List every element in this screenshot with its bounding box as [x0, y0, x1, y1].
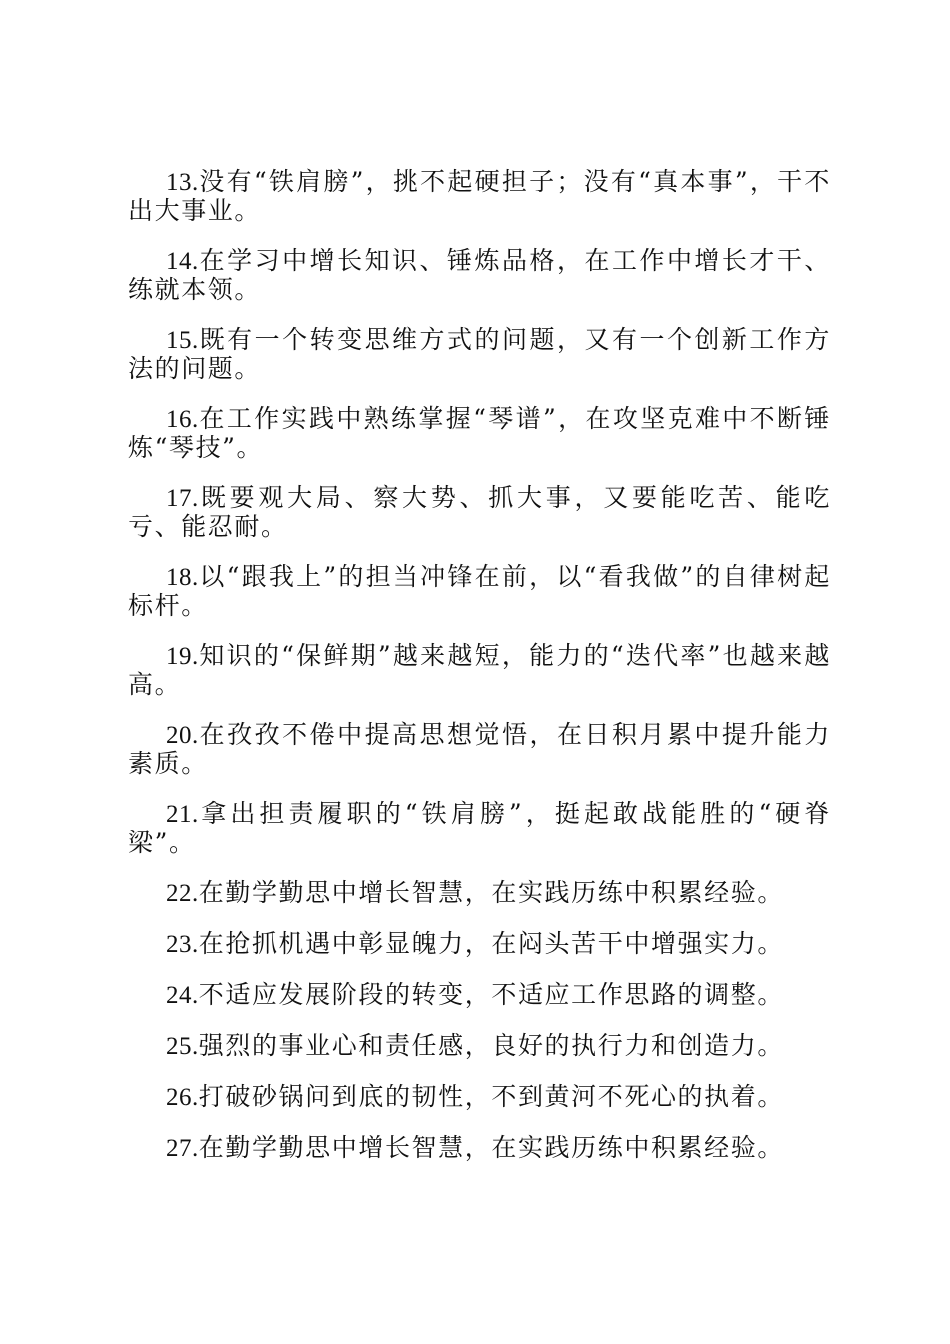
list-item [128, 642, 831, 699]
item-number: 20. [166, 722, 199, 749]
list-item [128, 563, 831, 620]
item-number: 22. [166, 880, 199, 907]
item-text: 没有“铁肩膀”，挑不起硬担子；没有“真本事”，干不出大事业。 [128, 167, 831, 225]
list-item [128, 721, 831, 778]
item-number: 23. [166, 931, 199, 958]
item-number: 18. [166, 564, 199, 591]
list-item [128, 1032, 831, 1061]
item-text: 在孜孜不倦中提高思想觉悟，在日积月累中提升能力素质。 [128, 720, 831, 778]
list-item [128, 879, 831, 908]
list-item [128, 800, 831, 857]
item-text: 在工作实践中熟练掌握“琴谱”，在攻坚克难中不断锤炼“琴技”。 [128, 404, 831, 462]
list-item [128, 1134, 831, 1163]
item-text: 在学习中增长知识、锤炼品格，在工作中增长才干、练就本领。 [128, 246, 831, 304]
list-item [128, 981, 831, 1010]
item-text: 在勤学勤思中增长智慧，在实践历练中积累经验。 [198, 1133, 784, 1162]
list-item [128, 930, 831, 959]
item-number: 15. [166, 327, 199, 354]
item-text: 在勤学勤思中增长智慧，在实践历练中积累经验。 [198, 878, 784, 907]
item-number: 17. [166, 485, 199, 512]
item-number: 25. [166, 1033, 199, 1060]
item-number: 14. [166, 248, 199, 275]
item-text: 以“跟我上”的担当冲锋在前，以“看我做”的自律树起标杆。 [128, 562, 831, 620]
item-number: 24. [166, 982, 199, 1009]
item-number: 27. [166, 1135, 199, 1162]
item-text: 强烈的事业心和责任感，良好的执行力和创造力。 [198, 1031, 784, 1060]
list-item [128, 168, 831, 225]
list-item [128, 484, 831, 541]
item-number: 19. [166, 643, 199, 670]
list-item [128, 326, 831, 383]
item-text: 知识的“保鲜期”越来越短，能力的“迭代率”也越来越高。 [128, 641, 831, 699]
item-text: 打破砂锅问到底的韧性，不到黄河不死心的执着。 [198, 1082, 784, 1111]
list-item [128, 247, 831, 304]
item-number: 21. [166, 801, 199, 828]
item-text: 不适应发展阶段的转变，不适应工作思路的调整。 [198, 980, 784, 1009]
list-item [128, 405, 831, 462]
item-list [128, 168, 831, 1185]
item-text: 拿出担责履职的“铁肩膀”，挺起敢战能胜的“硬脊梁”。 [128, 799, 831, 857]
item-number: 13. [166, 169, 199, 196]
item-text: 在抢抓机遇中彰显魄力，在闷头苦干中增强实力。 [198, 929, 784, 958]
item-number: 26. [166, 1084, 199, 1111]
item-number: 16. [166, 406, 199, 433]
item-text: 既要观大局、察大势、抓大事，又要能吃苦、能吃亏、能忍耐。 [128, 483, 831, 541]
list-item [128, 1083, 831, 1112]
item-text: 既有一个转变思维方式的问题，又有一个创新工作方法的问题。 [128, 325, 831, 383]
